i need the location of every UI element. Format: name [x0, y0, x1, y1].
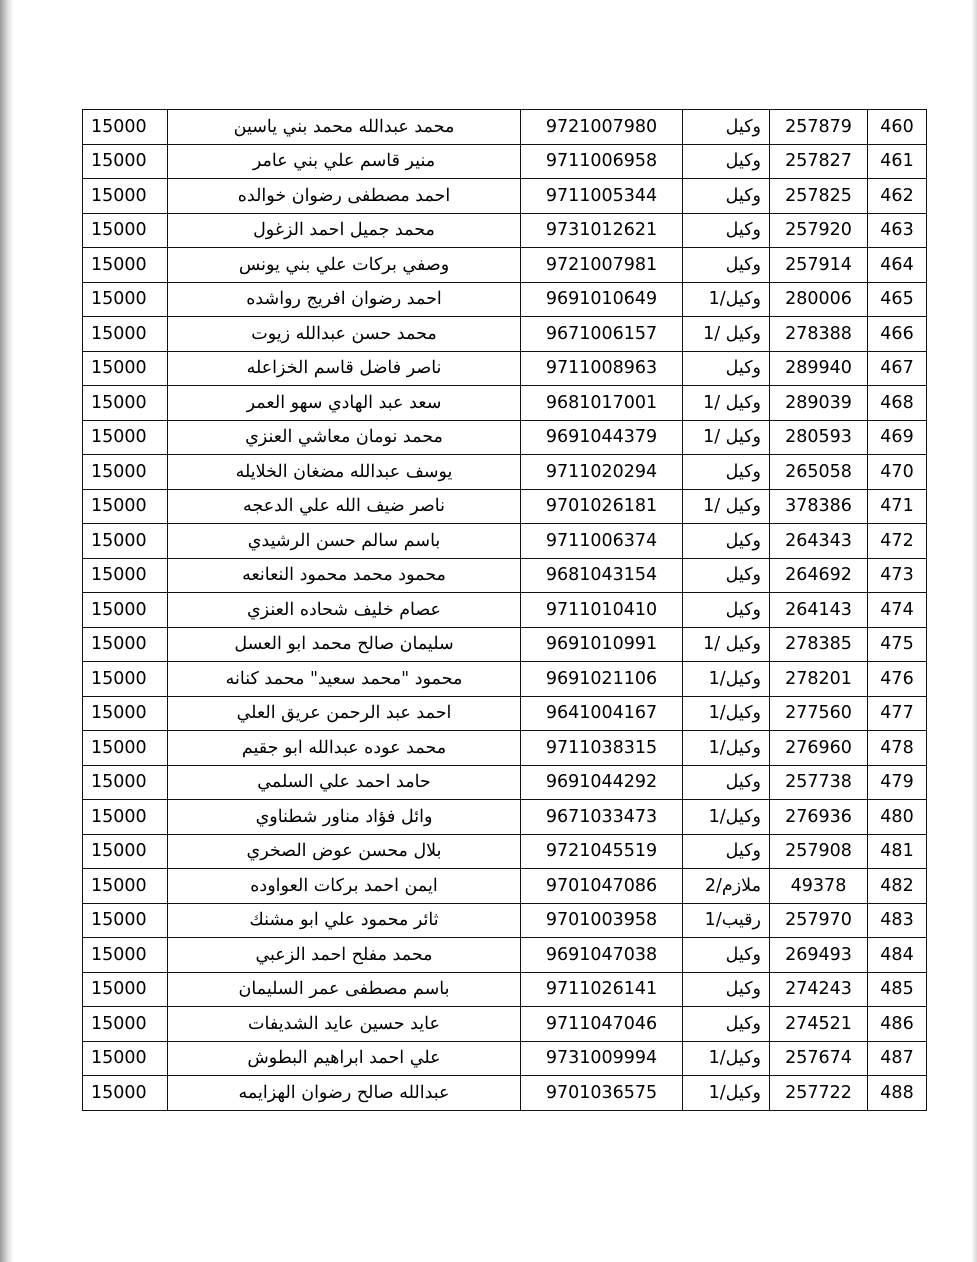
full-name-cell: سليمان صالح محمد ابو العسل [168, 627, 521, 662]
rank-cell: وكيل [683, 144, 770, 179]
full-name-cell: محمد جميل احمد الزغول [168, 213, 521, 248]
serial-number-cell: 487 [868, 1041, 927, 1076]
military-number-cell: 378386 [770, 489, 868, 524]
rank-cell: وكيل/1 [683, 696, 770, 731]
amount-cell: 15000 [83, 1076, 168, 1111]
amount-cell: 15000 [83, 903, 168, 938]
national-id-cell: 9701047086 [521, 869, 683, 904]
military-number-cell: 278385 [770, 627, 868, 662]
national-id-cell: 9701003958 [521, 903, 683, 938]
rank-cell: وكيل [683, 1007, 770, 1042]
table-row [83, 972, 927, 1007]
serial-number-cell: 471 [868, 489, 927, 524]
table-row [83, 938, 927, 973]
table-row [83, 869, 927, 904]
full-name-cell: عايد حسين عايد الشديفات [168, 1007, 521, 1042]
national-id-cell: 9711006958 [521, 144, 683, 179]
serial-number-cell: 460 [868, 110, 927, 145]
rank-cell: وكيل [683, 834, 770, 869]
national-id-cell: 9691044292 [521, 765, 683, 800]
national-id-cell: 9721045519 [521, 834, 683, 869]
national-id-cell: 9691010991 [521, 627, 683, 662]
serial-number-cell: 482 [868, 869, 927, 904]
amount-cell: 15000 [83, 765, 168, 800]
serial-number-cell: 484 [868, 938, 927, 973]
national-id-cell: 9711038315 [521, 731, 683, 766]
rank-cell: وكيل [683, 765, 770, 800]
military-number-cell: 269493 [770, 938, 868, 973]
serial-number-cell: 481 [868, 834, 927, 869]
full-name-cell: بلال محسن عوض الصخري [168, 834, 521, 869]
serial-number-cell: 466 [868, 317, 927, 352]
full-name-cell: عبدالله صالح رضوان الهزايمه [168, 1076, 521, 1111]
national-id-cell: 9671033473 [521, 800, 683, 835]
serial-number-cell: 473 [868, 558, 927, 593]
national-id-cell: 9711008963 [521, 351, 683, 386]
rank-cell: وكيل /1 [683, 420, 770, 455]
military-number-cell: 277560 [770, 696, 868, 731]
personnel-table-body [83, 110, 927, 1111]
amount-cell: 15000 [83, 662, 168, 697]
amount-cell: 15000 [83, 627, 168, 662]
national-id-cell: 9691010649 [521, 282, 683, 317]
full-name-cell: محمد عبدالله محمد بني ياسين [168, 110, 521, 145]
national-id-cell: 9721007981 [521, 248, 683, 283]
national-id-cell: 9731012621 [521, 213, 683, 248]
table-row [83, 800, 927, 835]
national-id-cell: 9711010410 [521, 593, 683, 628]
table-row [83, 1007, 927, 1042]
national-id-cell: 9711026141 [521, 972, 683, 1007]
military-number-cell: 280006 [770, 282, 868, 317]
full-name-cell: ناصر فاضل قاسم الخزاعله [168, 351, 521, 386]
amount-cell: 15000 [83, 800, 168, 835]
full-name-cell: علي احمد ابراهيم البطوش [168, 1041, 521, 1076]
serial-number-cell: 477 [868, 696, 927, 731]
full-name-cell: احمد رضوان افريج رواشده [168, 282, 521, 317]
full-name-cell: باسم مصطفى عمر السليمان [168, 972, 521, 1007]
serial-number-cell: 488 [868, 1076, 927, 1111]
rank-cell: وكيل [683, 524, 770, 559]
military-number-cell: 257722 [770, 1076, 868, 1111]
table-row [83, 248, 927, 283]
serial-number-cell: 467 [868, 351, 927, 386]
rank-cell: وكيل/1 [683, 1076, 770, 1111]
personnel-table [82, 109, 927, 1111]
military-number-cell: 280593 [770, 420, 868, 455]
rank-cell: وكيل [683, 213, 770, 248]
rank-cell: وكيل [683, 558, 770, 593]
military-number-cell: 265058 [770, 455, 868, 490]
amount-cell: 15000 [83, 317, 168, 352]
full-name-cell: محمود محمد محمود النعانعه [168, 558, 521, 593]
military-number-cell: 257738 [770, 765, 868, 800]
table-row [83, 593, 927, 628]
military-number-cell: 257914 [770, 248, 868, 283]
national-id-cell: 9641004167 [521, 696, 683, 731]
amount-cell: 15000 [83, 938, 168, 973]
national-id-cell: 9711006374 [521, 524, 683, 559]
military-number-cell: 257970 [770, 903, 868, 938]
table-row [83, 558, 927, 593]
amount-cell: 15000 [83, 696, 168, 731]
national-id-cell: 9701026181 [521, 489, 683, 524]
serial-number-cell: 462 [868, 179, 927, 214]
military-number-cell: 278388 [770, 317, 868, 352]
amount-cell: 15000 [83, 144, 168, 179]
scan-edge-shadow [0, 0, 14, 1262]
full-name-cell: احمد مصطفى رضوان خوالده [168, 179, 521, 214]
table-row [83, 144, 927, 179]
national-id-cell: 9711020294 [521, 455, 683, 490]
military-number-cell: 257825 [770, 179, 868, 214]
rank-cell: وكيل [683, 938, 770, 973]
amount-cell: 15000 [83, 110, 168, 145]
rank-cell: وكيل/1 [683, 1041, 770, 1076]
amount-cell: 15000 [83, 455, 168, 490]
serial-number-cell: 486 [868, 1007, 927, 1042]
amount-cell: 15000 [83, 351, 168, 386]
amount-cell: 15000 [83, 179, 168, 214]
serial-number-cell: 468 [868, 386, 927, 421]
full-name-cell: باسم سالم حسن الرشيدي [168, 524, 521, 559]
rank-cell: وكيل /1 [683, 489, 770, 524]
amount-cell: 15000 [83, 524, 168, 559]
rank-cell: ملازم/2 [683, 869, 770, 904]
amount-cell: 15000 [83, 213, 168, 248]
rank-cell: رقيب/1 [683, 903, 770, 938]
military-number-cell: 278201 [770, 662, 868, 697]
full-name-cell: حامد احمد علي السلمي [168, 765, 521, 800]
national-id-cell: 9691044379 [521, 420, 683, 455]
table-row [83, 662, 927, 697]
national-id-cell: 9731009994 [521, 1041, 683, 1076]
full-name-cell: محمد عوده عبدالله ابو جقيم [168, 731, 521, 766]
rank-cell: وكيل /1 [683, 627, 770, 662]
full-name-cell: منير قاسم علي بني عامر [168, 144, 521, 179]
national-id-cell: 9671006157 [521, 317, 683, 352]
national-id-cell: 9691021106 [521, 662, 683, 697]
amount-cell: 15000 [83, 1007, 168, 1042]
military-number-cell: 257920 [770, 213, 868, 248]
amount-cell: 15000 [83, 731, 168, 766]
military-number-cell: 257674 [770, 1041, 868, 1076]
serial-number-cell: 461 [868, 144, 927, 179]
serial-number-cell: 472 [868, 524, 927, 559]
full-name-cell: وائل فؤاد مناور شطناوي [168, 800, 521, 835]
national-id-cell: 9721007980 [521, 110, 683, 145]
table-row [83, 351, 927, 386]
serial-number-cell: 465 [868, 282, 927, 317]
rank-cell: وكيل/1 [683, 731, 770, 766]
table-row [83, 903, 927, 938]
full-name-cell: ثائر محمود علي ابو مشنك [168, 903, 521, 938]
table-row [83, 179, 927, 214]
table-row [83, 834, 927, 869]
military-number-cell: 276936 [770, 800, 868, 835]
rank-cell: وكيل [683, 110, 770, 145]
serial-number-cell: 480 [868, 800, 927, 835]
amount-cell: 15000 [83, 558, 168, 593]
amount-cell: 15000 [83, 386, 168, 421]
rank-cell: وكيل/1 [683, 800, 770, 835]
national-id-cell: 9681017001 [521, 386, 683, 421]
full-name-cell: عصام خليف شحاده العنزي [168, 593, 521, 628]
military-number-cell: 264692 [770, 558, 868, 593]
military-number-cell: 289940 [770, 351, 868, 386]
military-number-cell: 264343 [770, 524, 868, 559]
military-number-cell: 49378 [770, 869, 868, 904]
amount-cell: 15000 [83, 869, 168, 904]
rank-cell: وكيل/1 [683, 662, 770, 697]
rank-cell: وكيل [683, 972, 770, 1007]
rank-cell: وكيل [683, 351, 770, 386]
military-number-cell: 264143 [770, 593, 868, 628]
full-name-cell: سعد عبد الهادي سهو العمر [168, 386, 521, 421]
rank-cell: وكيل /1 [683, 317, 770, 352]
table-row [83, 731, 927, 766]
rank-cell: وكيل/1 [683, 282, 770, 317]
table-row [83, 627, 927, 662]
full-name-cell: محمود "محمد سعيد" محمد كنانه [168, 662, 521, 697]
table-row [83, 282, 927, 317]
serial-number-cell: 464 [868, 248, 927, 283]
rank-cell: وكيل [683, 455, 770, 490]
serial-number-cell: 470 [868, 455, 927, 490]
table-row [83, 317, 927, 352]
full-name-cell: وصفي بركات علي بني يونس [168, 248, 521, 283]
military-number-cell: 289039 [770, 386, 868, 421]
table-row [83, 1041, 927, 1076]
amount-cell: 15000 [83, 972, 168, 1007]
serial-number-cell: 476 [868, 662, 927, 697]
table-row [83, 1076, 927, 1111]
amount-cell: 15000 [83, 420, 168, 455]
table-row [83, 696, 927, 731]
serial-number-cell: 474 [868, 593, 927, 628]
rank-cell: وكيل /1 [683, 386, 770, 421]
national-id-cell: 9711005344 [521, 179, 683, 214]
national-id-cell: 9681043154 [521, 558, 683, 593]
full-name-cell: محمد حسن عبدالله زيوت [168, 317, 521, 352]
table-row [83, 489, 927, 524]
amount-cell: 15000 [83, 282, 168, 317]
table-row [83, 765, 927, 800]
military-number-cell: 274521 [770, 1007, 868, 1042]
table-row [83, 386, 927, 421]
table-row [83, 213, 927, 248]
amount-cell: 15000 [83, 1041, 168, 1076]
full-name-cell: محمد نومان معاشي العنزي [168, 420, 521, 455]
military-number-cell: 274243 [770, 972, 868, 1007]
rank-cell: وكيل [683, 593, 770, 628]
amount-cell: 15000 [83, 593, 168, 628]
serial-number-cell: 469 [868, 420, 927, 455]
military-number-cell: 257879 [770, 110, 868, 145]
full-name-cell: يوسف عبدالله مضغان الخلايله [168, 455, 521, 490]
rank-cell: وكيل [683, 179, 770, 214]
serial-number-cell: 478 [868, 731, 927, 766]
full-name-cell: ايمن احمد بركات العواوده [168, 869, 521, 904]
serial-number-cell: 485 [868, 972, 927, 1007]
full-name-cell: ناصر ضيف الله علي الدعجه [168, 489, 521, 524]
military-number-cell: 257827 [770, 144, 868, 179]
military-number-cell: 276960 [770, 731, 868, 766]
full-name-cell: احمد عبد الرحمن عريق العلي [168, 696, 521, 731]
full-name-cell: محمد مفلح احمد الزعبي [168, 938, 521, 973]
national-id-cell: 9691047038 [521, 938, 683, 973]
scan-edge-shadow-right [971, 0, 977, 1262]
table-row [83, 455, 927, 490]
serial-number-cell: 475 [868, 627, 927, 662]
amount-cell: 15000 [83, 489, 168, 524]
rank-cell: وكيل [683, 248, 770, 283]
national-id-cell: 9711047046 [521, 1007, 683, 1042]
serial-number-cell: 483 [868, 903, 927, 938]
table-row [83, 524, 927, 559]
national-id-cell: 9701036575 [521, 1076, 683, 1111]
amount-cell: 15000 [83, 834, 168, 869]
table-row [83, 110, 927, 145]
amount-cell: 15000 [83, 248, 168, 283]
military-number-cell: 257908 [770, 834, 868, 869]
serial-number-cell: 463 [868, 213, 927, 248]
serial-number-cell: 479 [868, 765, 927, 800]
table-row [83, 420, 927, 455]
